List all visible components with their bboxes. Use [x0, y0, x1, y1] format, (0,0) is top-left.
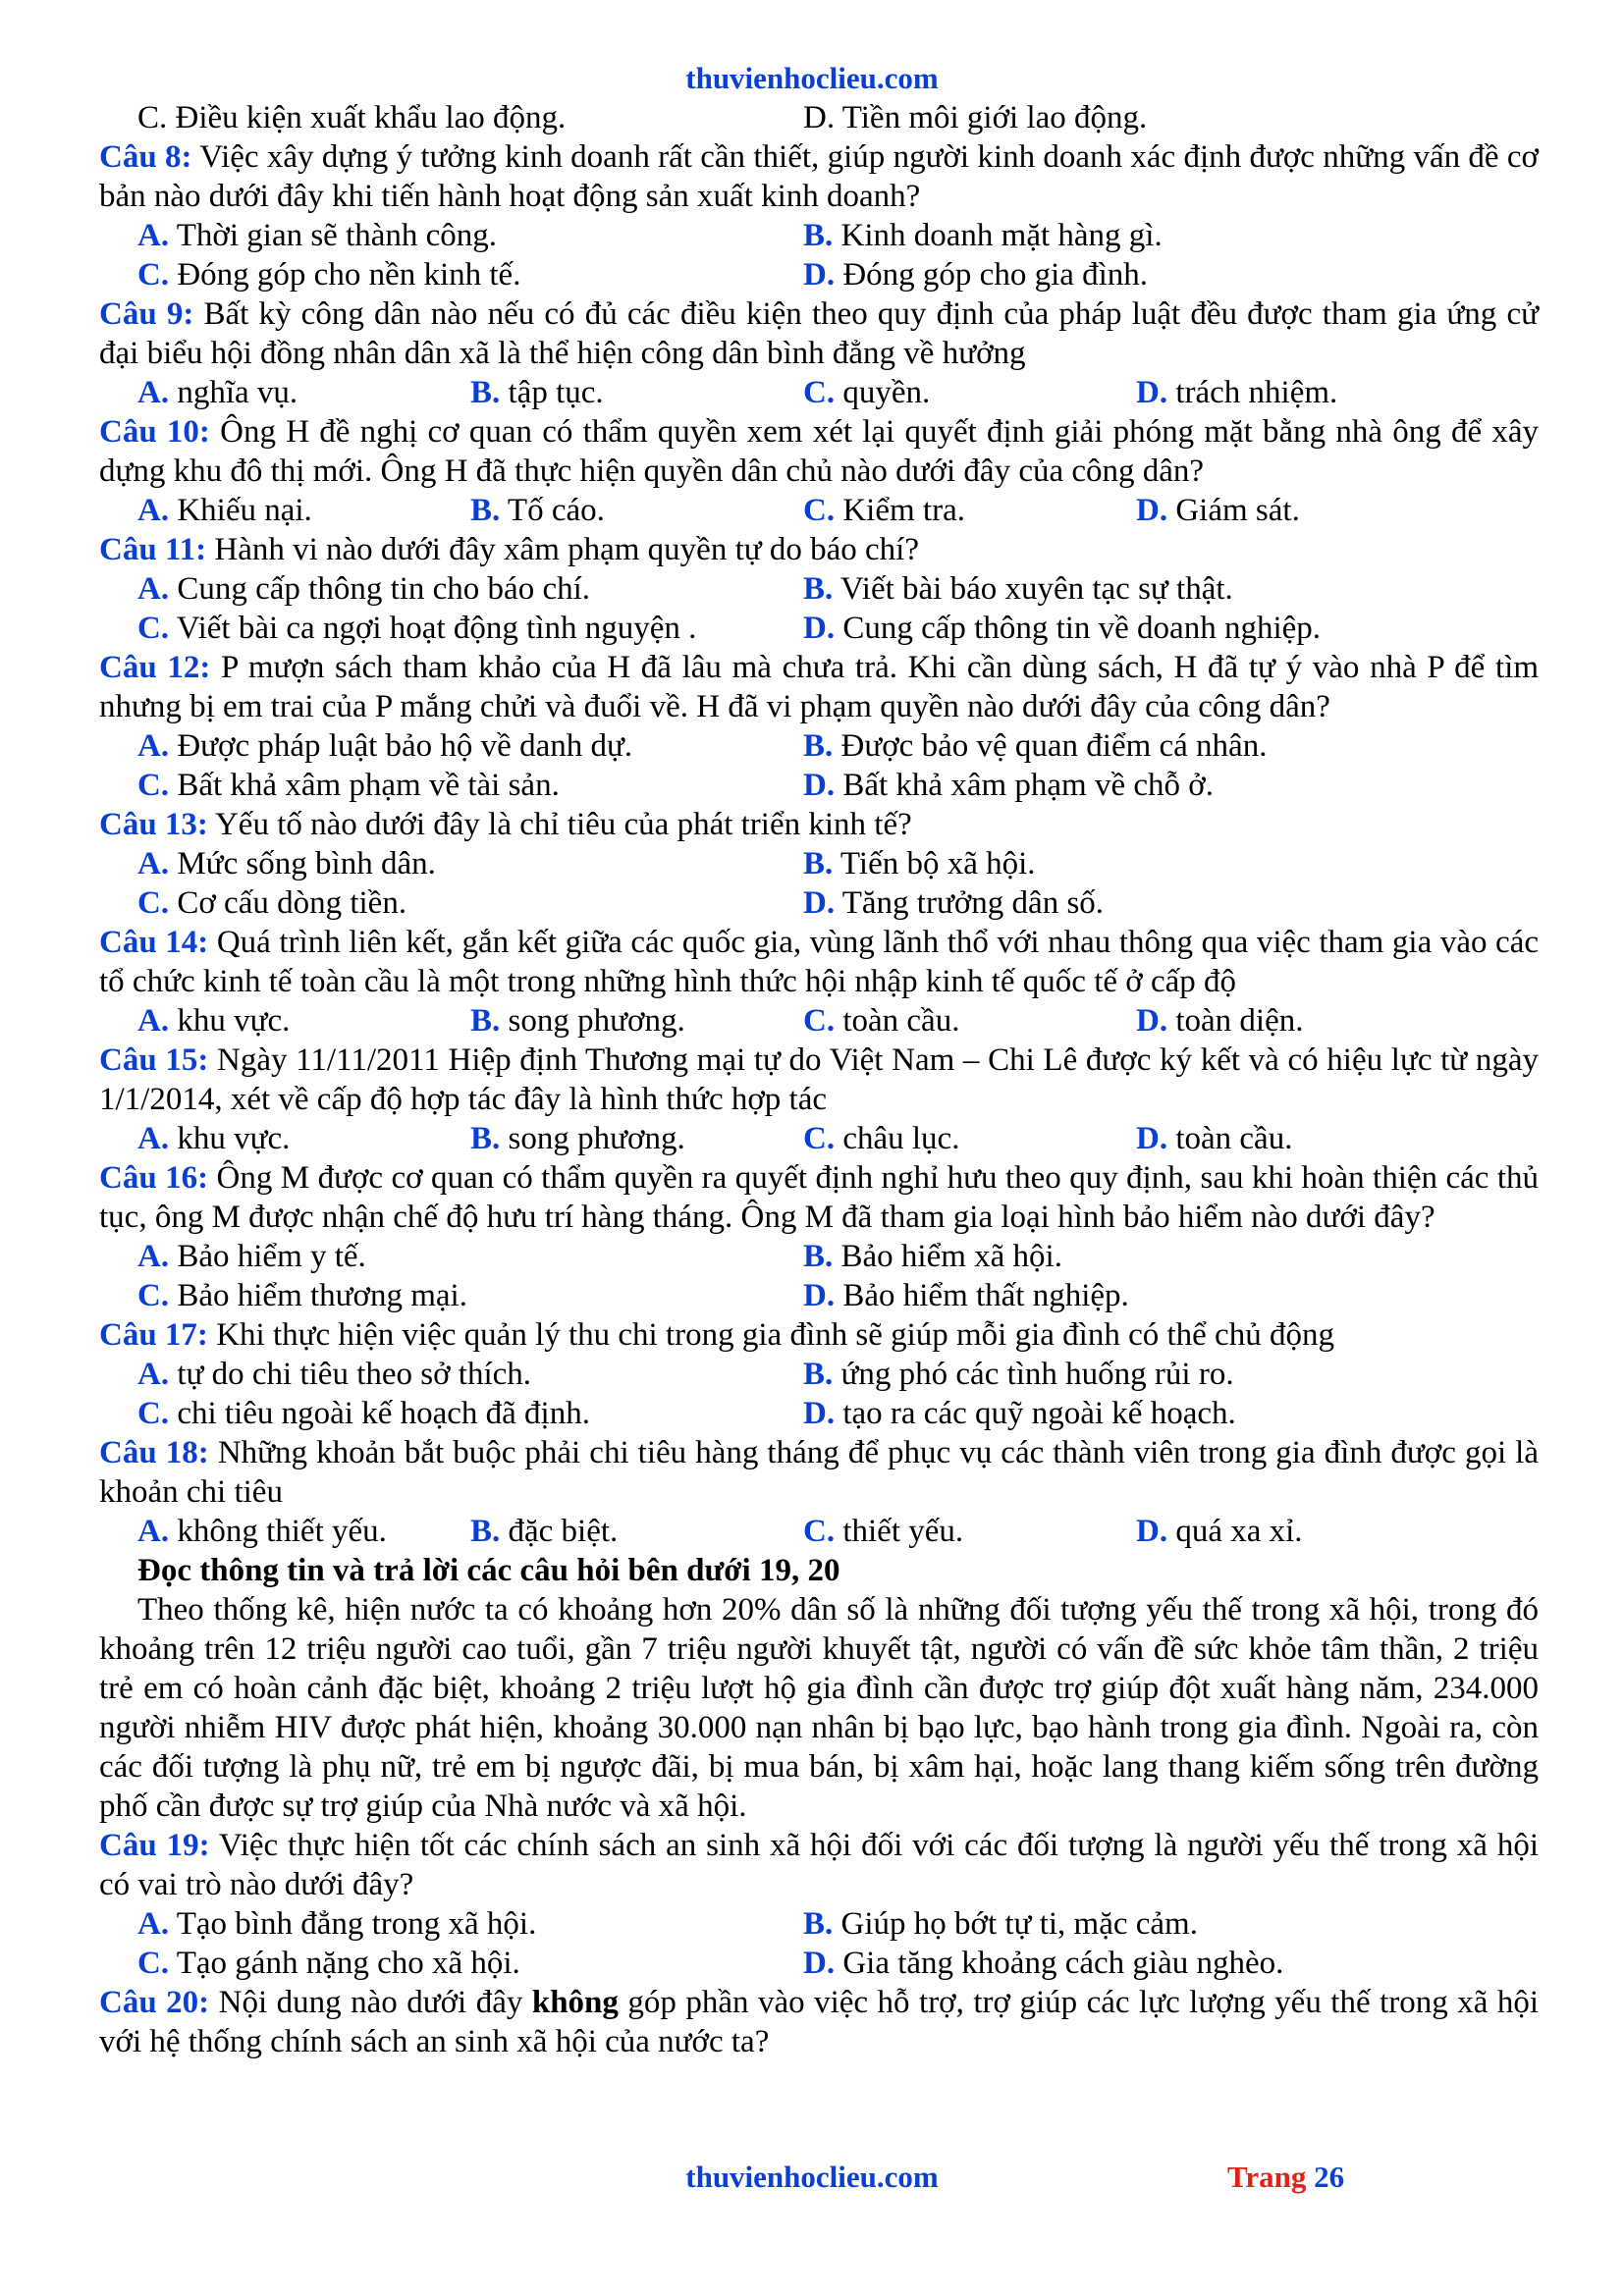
question-20 — [99, 1983, 1539, 2061]
option — [137, 726, 803, 766]
question-stem — [99, 923, 1539, 1001]
question-label: Câu 14: — [99, 925, 209, 960]
question-stem — [99, 294, 1539, 373]
option-text: châu lục. — [842, 1121, 960, 1156]
option-text: Cơ cấu dòng tiền. — [177, 885, 407, 921]
option-key: B. — [803, 1906, 834, 1942]
option-text: Giúp họ bớt tự ti, mặc cảm. — [840, 1906, 1198, 1942]
option — [137, 1394, 803, 1433]
option-key: D. — [803, 611, 836, 646]
reading-section-title: Đọc thông tin và trả lời các câu hỏi bên dưới 19, 20 — [137, 1553, 840, 1588]
question-stem — [99, 1433, 1539, 1512]
question-block — [99, 1041, 1539, 1158]
question-stem — [99, 805, 1539, 844]
question-block — [99, 648, 1539, 805]
option — [470, 373, 803, 412]
option-list — [99, 1904, 1539, 1983]
option-text: Cung cấp thông tin cho báo chí. — [177, 571, 591, 607]
option-text: Thời gian sẽ thành công. — [176, 218, 498, 253]
option-key: C. — [803, 375, 836, 410]
option — [137, 1904, 803, 1944]
option — [803, 216, 1469, 255]
header-site-name: thuvienhoclieu.com — [685, 61, 939, 95]
option — [137, 1355, 803, 1394]
option-key: A. — [137, 571, 170, 607]
question-text-before: Nội dung nào dưới đây — [218, 1985, 523, 2020]
option-key: A. — [137, 1003, 170, 1039]
option-key: B. — [803, 1239, 834, 1274]
option-key: A. — [137, 1514, 170, 1549]
question-block — [99, 923, 1539, 1041]
option-text: Được pháp luật bảo hộ về danh dự. — [177, 728, 633, 764]
option-text: Đóng góp cho gia đình. — [842, 257, 1149, 293]
question-block — [99, 1433, 1539, 1551]
question-label: Câu 12: — [99, 650, 211, 685]
option-text: chi tiêu ngoài kế hoạch đã định. — [177, 1396, 590, 1431]
reading-passage: Theo thống kê, hiện nước ta có khoảng hơn 20% dân số là những đối tượng yếu thế trong xã hội, trong đó khoảng trên 12 triệu người cao tuổi, gần 7 triệu người khuyết tật, người có vấn đề sức khỏe tâm thần, 2 triệu trẻ em có hoàn cảnh đặc biệt, khoảng 2 triệu lượt hộ gia đình cần được trợ giúp đột xuất hàng năm, 234.000 người nhiễm HIV được phát hiện, khoảng 30.000 nạn nhân bị bạo lực, bạo hành trong gia đình. Ngoài ra, còn các đối tượng là phụ nữ, trẻ em bị ngược đãi, bị mua bán, bị xâm hại, hoặc lang thang kiếm sống trên đường phố cần được sự trợ giúp của Nhà nước và xã hội. — [99, 1592, 1539, 1824]
option-list — [99, 491, 1539, 530]
question-block — [99, 530, 1539, 648]
option — [803, 373, 1136, 412]
option-text: đặc biệt. — [508, 1514, 619, 1549]
option-text: Tăng trưởng dân số. — [841, 885, 1105, 921]
option — [803, 491, 1136, 530]
option-text: tạo ra các quỹ ngoài kế hoạch. — [842, 1396, 1236, 1431]
option — [803, 1944, 1469, 1983]
option-key: A. — [137, 846, 170, 881]
question-text: Việc thực hiện tốt các chính sách an sinh xã hội đối với các đối tượng là người yếu thế trong xã hội có vai trò nào dưới đây? — [99, 1828, 1539, 1902]
option-text: khu vực. — [177, 1121, 291, 1156]
option — [803, 883, 1469, 923]
option-list — [99, 844, 1539, 923]
option-text: Bất khả xâm phạm về chỗ ở. — [842, 768, 1214, 803]
option — [470, 1512, 803, 1551]
question-text: Khi thực hiện việc quản lý thu chi trong gia đình sẽ giúp mỗi gia đình có thể chủ động — [216, 1317, 1334, 1353]
carry-over-option-c — [137, 98, 803, 137]
carry-over-option-d — [803, 98, 1147, 137]
option-text: trách nhiệm. — [1175, 375, 1338, 410]
option-key: C. — [803, 1003, 836, 1039]
option-text: toàn cầu. — [842, 1003, 960, 1039]
question-stem — [99, 1826, 1539, 1904]
option — [137, 766, 803, 805]
option-text: Tiền môi giới lao động. — [841, 100, 1148, 135]
option — [803, 1119, 1136, 1158]
option-key: B. — [803, 846, 834, 881]
question-emphasis: không — [531, 1985, 619, 2020]
option-text: Kiểm tra. — [842, 493, 965, 528]
option — [803, 1355, 1469, 1394]
option — [137, 883, 803, 923]
option-text: Được bảo vệ quan điểm cá nhân. — [840, 728, 1268, 764]
option-text: tập tục. — [508, 375, 604, 410]
option-text: Cung cấp thông tin về doanh nghiệp. — [842, 611, 1322, 646]
option — [470, 1001, 803, 1041]
option-key: A. — [137, 1121, 170, 1156]
option-text: Viết bài ca ngợi hoạt động tình nguyện . — [176, 611, 697, 646]
option-text: Tạo gánh nặng cho xã hội. — [176, 1946, 520, 1981]
option-key: B. — [803, 728, 834, 764]
option — [803, 1512, 1136, 1551]
option-key: A. — [137, 1239, 170, 1274]
question-stem — [99, 137, 1539, 216]
option — [137, 255, 803, 294]
option-text: song phương. — [508, 1121, 685, 1156]
question-label: Câu 18: — [99, 1435, 209, 1470]
option-text: Bảo hiểm y tế. — [177, 1239, 366, 1274]
question-label: Câu 11: — [99, 532, 207, 567]
question-text: Ông M được cơ quan có thẩm quyền ra quyết định nghỉ hưu theo quy định, sau khi hoàn thiện các thủ tục, ông M được nhận chế độ hưu trí hàng tháng. Ông M đã tham gia loại hình bảo hiểm nào dưới đây? — [99, 1160, 1539, 1235]
carry-over-options — [99, 98, 1539, 137]
option-key: D. — [1136, 1514, 1168, 1549]
option-key: C. — [803, 1121, 836, 1156]
option-key: D. — [1136, 1003, 1168, 1039]
question-stem — [99, 1315, 1539, 1355]
page-footer — [0, 2158, 1624, 2197]
question-text: Bất kỳ công dân nào nếu có đủ các điều kiện theo quy định của pháp luật đều được tham gia ứng cử đại biểu hội đồng nhân dân xã là thể hiện công dân bình đẳng về hưởng — [99, 296, 1540, 371]
question-19 — [99, 1826, 1539, 1983]
option-key: D. — [803, 1396, 836, 1431]
option-text: song phương. — [508, 1003, 685, 1039]
option-key: B. — [803, 571, 834, 607]
option-key: D. — [803, 1278, 836, 1313]
question-label: Câu 10: — [99, 414, 210, 450]
option-list — [99, 1001, 1539, 1041]
option-list — [99, 1512, 1539, 1551]
option — [1136, 1001, 1469, 1041]
option-text: Viết bài báo xuyên tạc sự thật. — [839, 571, 1233, 607]
option-key: D. — [1136, 493, 1168, 528]
option — [137, 1512, 470, 1551]
question-text: P mượn sách tham khảo của H đã lâu mà chưa trả. Khi cần dùng sách, H đã tự ý vào nhà P để tìm nhưng bị em trai của P mắng chửi và đuổi về. H đã vi phạm quyền nào dưới đây của công dân? — [99, 650, 1540, 724]
option — [137, 216, 803, 255]
option-text: Đóng góp cho nền kinh tế. — [177, 257, 521, 293]
option-list — [99, 373, 1539, 412]
option — [137, 1119, 470, 1158]
question-block — [99, 1158, 1539, 1315]
option-key: D. — [803, 885, 836, 921]
option-text: không thiết yếu. — [177, 1514, 387, 1549]
option-key: D. — [803, 1946, 836, 1981]
option-text: nghĩa vụ. — [177, 375, 298, 410]
question-block — [99, 805, 1539, 923]
question-stem — [99, 1158, 1539, 1237]
option-key: C. — [137, 768, 170, 803]
option — [803, 1394, 1469, 1433]
option-text: Bất khả xâm phạm về tài sản. — [177, 768, 560, 803]
option — [470, 1119, 803, 1158]
option-text: Khiếu nại. — [177, 493, 312, 528]
question-block — [99, 1315, 1539, 1433]
question-stem — [99, 1983, 1539, 2061]
option-key: C. — [137, 1278, 170, 1313]
option — [803, 1276, 1469, 1315]
question-label: Câu 16: — [99, 1160, 209, 1196]
option-key: C. — [803, 1514, 836, 1549]
option — [1136, 1512, 1469, 1551]
exam-content — [99, 98, 1539, 2061]
option-text: Bảo hiểm thất nghiệp. — [842, 1278, 1129, 1313]
option-text: Bảo hiểm thương mại. — [177, 1278, 467, 1313]
option — [137, 569, 803, 609]
question-label: Câu 9: — [99, 296, 194, 332]
option-key: C. — [137, 885, 170, 921]
option-text: quá xa xỉ. — [1175, 1514, 1303, 1549]
option — [803, 569, 1469, 609]
question-text: Việc xây dựng ý tưởng kinh doanh rất cần thiết, giúp người kinh doanh xác định được những vấn đề cơ bản nào dưới đây khi tiến hành hoạt động sản xuất kinh doanh? — [99, 139, 1539, 214]
option — [137, 1001, 470, 1041]
option — [137, 609, 803, 648]
option-key: C. — [137, 1946, 170, 1981]
option — [803, 255, 1469, 294]
option — [137, 1276, 803, 1315]
option-list — [99, 569, 1539, 648]
question-label: Câu 15: — [99, 1042, 209, 1078]
option-text: Điều kiện xuất khẩu lao động. — [175, 100, 567, 135]
option-key: D. — [803, 100, 836, 135]
option-key: A. — [137, 375, 170, 410]
option — [803, 766, 1469, 805]
option — [1136, 373, 1469, 412]
option-key: D. — [1136, 375, 1168, 410]
question-label: Câu 19: — [99, 1828, 210, 1863]
question-label: Câu 20: — [99, 1985, 210, 2020]
option — [803, 726, 1469, 766]
option — [803, 1001, 1136, 1041]
option — [1136, 491, 1469, 530]
question-block — [99, 294, 1539, 412]
option-text: thiết yếu. — [842, 1514, 964, 1549]
option-key: A. — [137, 218, 170, 253]
option-key: B. — [470, 493, 501, 528]
question-stem — [99, 1041, 1539, 1119]
question-label: Câu 17: — [99, 1317, 208, 1353]
option-text: Tố cáo. — [507, 493, 605, 528]
question-stem — [99, 648, 1539, 726]
option — [137, 373, 470, 412]
question-text: Quá trình liên kết, gắn kết giữa các quốc gia, vùng lãnh thổ với nhau thông qua việc tham gia vào các tổ chức kinh tế toàn cầu là một trong những hình thức hội nhập kinh tế quốc tế ở cấp độ — [99, 925, 1539, 999]
option-text: Gia tăng khoảng cách giàu nghèo. — [842, 1946, 1284, 1981]
option-list — [99, 216, 1539, 294]
option-text: Tiến bộ xã hội. — [839, 846, 1036, 881]
option-key: D. — [1136, 1121, 1168, 1156]
option-list — [99, 726, 1539, 805]
option — [803, 1237, 1469, 1276]
option-text: Mức sống bình dân. — [177, 846, 436, 881]
option-key: D. — [803, 257, 836, 293]
option-text: Tạo bình đẳng trong xã hội. — [176, 1906, 537, 1942]
option — [137, 1237, 803, 1276]
option — [803, 844, 1469, 883]
option-text: quyền. — [842, 375, 931, 410]
option-text: Giám sát. — [1175, 493, 1300, 528]
question-label: Câu 13: — [99, 807, 208, 842]
option-key: C. — [137, 100, 168, 135]
option-key: C. — [137, 1396, 170, 1431]
question-text: Ông H đề nghị cơ quan có thẩm quyền xem xét lại quyết định giải phóng mặt bằng nhà ông để xây dựng khu đô thị mới. Ông H đã thực hiện quyền dân chủ nào dưới đây của công dân? — [99, 414, 1540, 489]
option-text: khu vực. — [177, 1003, 291, 1039]
option-text: toàn diện. — [1175, 1003, 1304, 1039]
question-text-after: góp phần vào việc hỗ trợ, trợ giúp các lực lượng yếu thế trong xã hội với hệ thống chính sách an sinh xã hội của nước ta? — [99, 1985, 1540, 2059]
option-text: toàn cầu. — [1175, 1121, 1293, 1156]
question-stem — [99, 530, 1539, 569]
option — [1136, 1119, 1469, 1158]
option — [803, 609, 1469, 648]
option-list — [99, 1237, 1539, 1315]
option-key: C. — [137, 257, 170, 293]
question-stem — [99, 412, 1539, 491]
option-key: B. — [803, 1357, 834, 1392]
question-block — [99, 412, 1539, 530]
option-text: Kinh doanh mặt hàng gì. — [840, 218, 1163, 253]
question-block — [99, 137, 1539, 294]
page-number-value: 26 — [1314, 2160, 1345, 2194]
option-text: tự do chi tiêu theo sở thích. — [177, 1357, 532, 1392]
question-text: Yếu tố nào dưới đây là chỉ tiêu của phát triển kinh tế? — [214, 807, 912, 842]
question-text: Những khoản bắt buộc phải chi tiêu hàng tháng để phục vụ các thành viên trong gia đình được gọi là khoản chi tiêu — [99, 1435, 1539, 1510]
option-key: B. — [470, 1514, 501, 1549]
option-key: B. — [470, 1003, 501, 1039]
option-key: C. — [803, 493, 836, 528]
option-key: A. — [137, 1906, 170, 1942]
option-text: Bảo hiểm xã hội. — [840, 1239, 1062, 1274]
option — [803, 1904, 1469, 1944]
question-text: Ngày 11/11/2011 Hiệp định Thương mại tự do Việt Nam – Chi Lê được ký kết và có hiệu lực từ ngày 1/1/2014, xét về cấp độ hợp tác đây là hình thức hợp tác — [99, 1042, 1539, 1117]
option — [137, 1944, 803, 1983]
page-label: Trang — [1227, 2160, 1307, 2194]
question-text: Hành vi nào dưới đây xâm phạm quyền tự do báo chí? — [214, 532, 919, 567]
option-list — [99, 1119, 1539, 1158]
page-number — [1227, 2158, 1344, 2197]
option-key: A. — [137, 728, 170, 764]
option — [137, 844, 803, 883]
option-key: C. — [137, 611, 170, 646]
option-key: A. — [137, 1357, 170, 1392]
option — [137, 491, 470, 530]
question-list — [99, 137, 1539, 1551]
option-list — [99, 1355, 1539, 1433]
option-key: B. — [803, 218, 834, 253]
option-text: ứng phó các tình huống rủi ro. — [840, 1357, 1234, 1392]
option-key: D. — [803, 768, 836, 803]
question-label: Câu 8: — [99, 139, 192, 175]
option-key: B. — [470, 1121, 501, 1156]
option — [470, 491, 803, 530]
footer-site-name: thuvienhoclieu.com — [685, 2160, 939, 2194]
option-key: A. — [137, 493, 170, 528]
option-key: B. — [470, 375, 501, 410]
